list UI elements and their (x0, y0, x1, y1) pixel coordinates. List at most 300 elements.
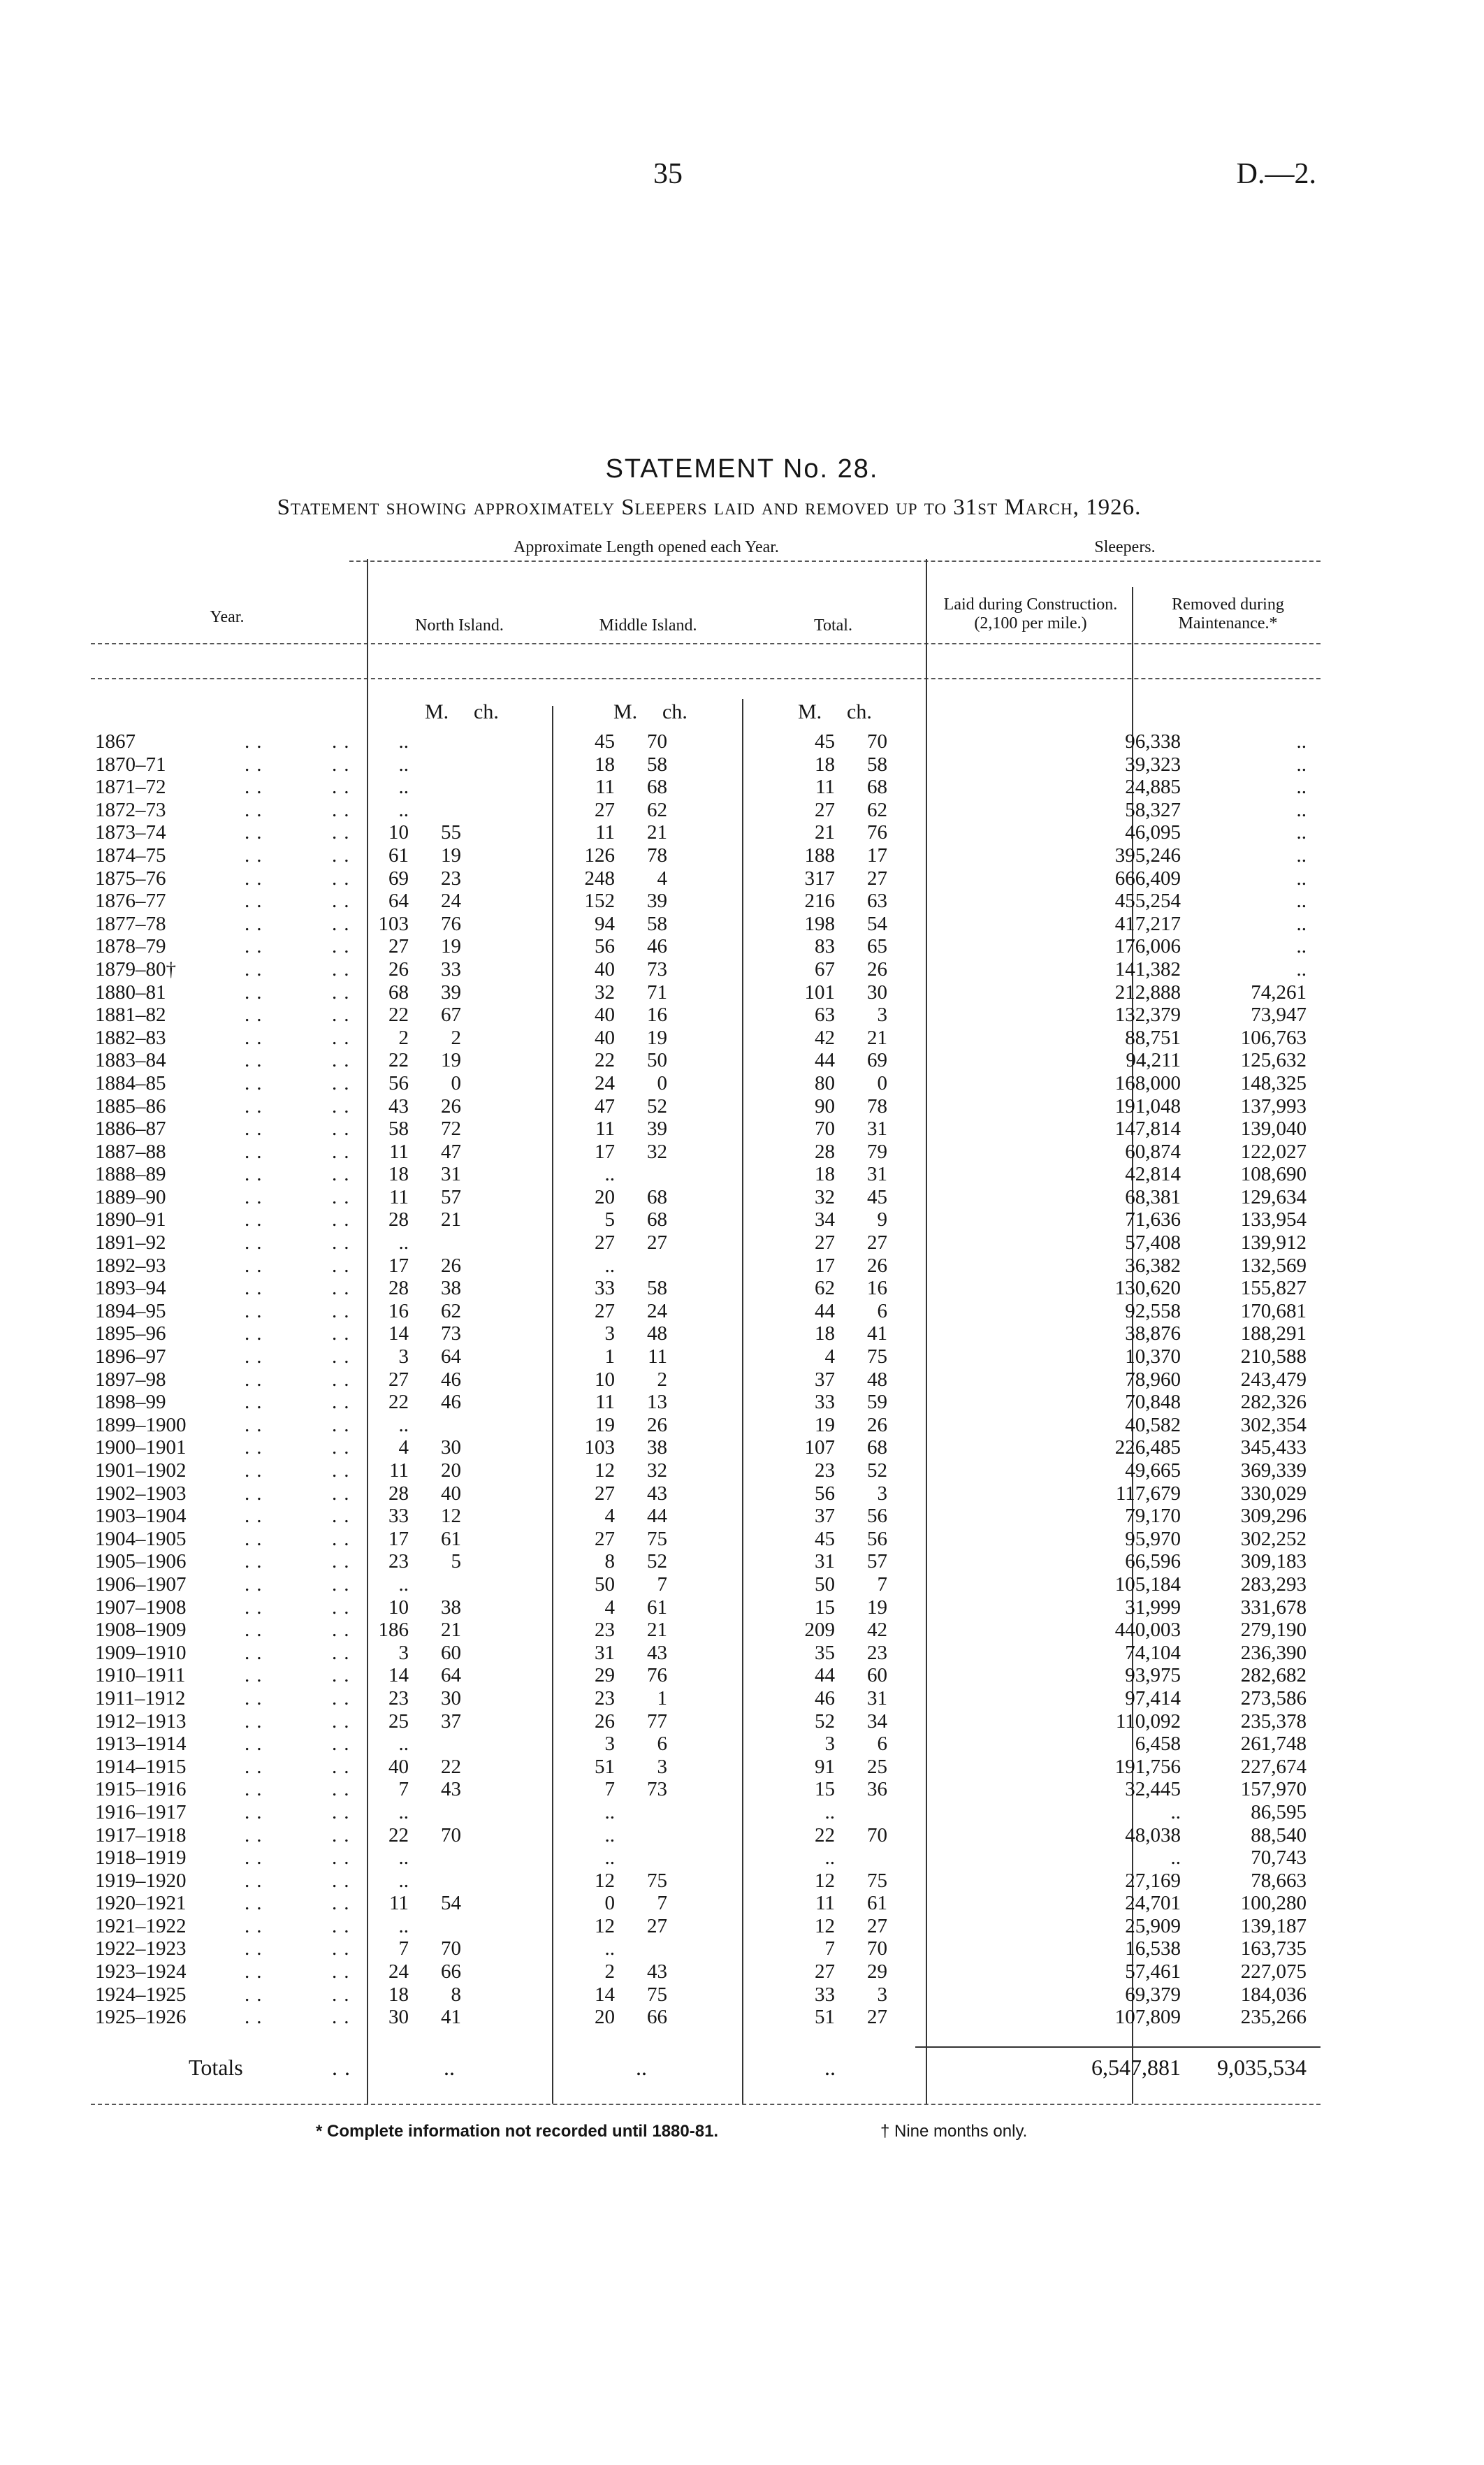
table-row (91, 1345, 1321, 1368)
north-chains: 24 (441, 890, 461, 913)
total-chains: 17 (867, 844, 887, 867)
middle-chains: 78 (647, 844, 667, 867)
total-miles: 62 (815, 1277, 835, 1300)
sleepers-removed: 309,183 (1240, 1550, 1307, 1573)
leader-dots: .. (245, 1459, 269, 1482)
sleepers-laid: 93,975 (1125, 1664, 1181, 1687)
table-row (91, 1846, 1321, 1870)
total-miles: 19 (815, 1413, 835, 1436)
north-chains: 39 (441, 981, 461, 1004)
leader-dots: .. (332, 776, 356, 799)
sleepers-removed: 261,748 (1240, 1733, 1307, 1756)
row-year: 1899–1900 (95, 1413, 187, 1436)
middle-miles: 27 (595, 1527, 615, 1550)
north-chains: 47 (441, 1140, 461, 1163)
leader-dots: .. (245, 776, 269, 799)
statement-title: STATEMENT No. 28. (605, 454, 879, 484)
middle-chains: 46 (647, 935, 667, 958)
north-miles: 186 (378, 1619, 409, 1642)
totals-dots: .. (332, 2055, 357, 2080)
middle-miles: 33 (595, 1277, 615, 1300)
middle-miles: 7 (604, 1778, 615, 1801)
row-year: 1918–1919 (95, 1846, 187, 1870)
total-miles: 15 (815, 1596, 835, 1619)
leader-dots: .. (332, 821, 356, 844)
sleepers-removed: 243,479 (1240, 1368, 1307, 1391)
north-chains: 73 (441, 1322, 461, 1345)
middle-chains: 62 (647, 798, 667, 821)
leader-dots: .. (245, 1004, 269, 1027)
header-approx-length: Approximate Length opened each Year. (514, 538, 779, 556)
sleepers-laid: 69,379 (1125, 1983, 1181, 2006)
north-miles: 27 (388, 935, 409, 958)
north-miles: 3 (398, 1641, 409, 1664)
sleepers-laid: 212,888 (1114, 981, 1181, 1004)
leader-dots: .. (245, 1436, 269, 1459)
leader-dots: .. (245, 1664, 269, 1687)
middle-chains: 27 (647, 1914, 667, 1937)
sleepers-removed: 155,827 (1240, 1277, 1307, 1300)
north-chains: 20 (441, 1459, 461, 1482)
total-chains: 48 (867, 1368, 887, 1391)
middle-chains: 43 (647, 1482, 667, 1505)
total-miles: 33 (815, 1391, 835, 1414)
total-miles: 32 (815, 1185, 835, 1208)
middle-miles: 23 (595, 1686, 615, 1709)
north-chains: 23 (441, 867, 461, 890)
table-row (91, 1550, 1321, 1573)
total-miles: 90 (815, 1094, 835, 1118)
table-row (91, 753, 1321, 776)
middle-chains: 52 (647, 1550, 667, 1573)
leader-dots: .. (332, 957, 356, 981)
total-chains: 27 (867, 2006, 887, 2029)
leader-dots: .. (245, 957, 269, 981)
row-year: 1909–1910 (95, 1641, 187, 1664)
table-row (91, 1573, 1321, 1596)
north-miles: .. (398, 1573, 409, 1596)
leader-dots: .. (245, 1755, 269, 1778)
middle-chains: 75 (647, 1983, 667, 2006)
leader-dots: .. (245, 1254, 269, 1277)
total-chains: 29 (867, 1960, 887, 1983)
leader-dots: .. (245, 1185, 269, 1208)
middle-chains: 1 (657, 1686, 667, 1709)
leader-dots: .. (332, 730, 356, 753)
leader-dots: .. (332, 1231, 356, 1255)
middle-miles: 31 (595, 1641, 615, 1664)
row-year: 1900–1901 (95, 1436, 187, 1459)
total-chains: 31 (867, 1686, 887, 1709)
header-north-island: North Island. (415, 616, 504, 635)
total-miles: 198 (804, 912, 835, 935)
sleepers-laid: 57,408 (1125, 1231, 1181, 1255)
sleepers-laid: 97,414 (1125, 1686, 1181, 1709)
sleepers-laid: 60,874 (1125, 1140, 1181, 1163)
total-chains: 31 (867, 1163, 887, 1186)
leader-dots: .. (245, 1231, 269, 1255)
page-number: 35 (653, 158, 683, 190)
leader-dots: .. (332, 1140, 356, 1163)
sleepers-laid: 117,679 (1115, 1482, 1181, 1505)
total-chains: 69 (867, 1049, 887, 1072)
total-miles: 63 (815, 1004, 835, 1027)
leader-dots: .. (332, 1641, 356, 1664)
north-miles: 24 (388, 1960, 409, 1983)
sleepers-laid: 25,909 (1125, 1914, 1181, 1937)
total-miles: 67 (815, 957, 835, 981)
leader-dots: .. (245, 1391, 269, 1414)
middle-chains: 4 (657, 867, 667, 890)
middle-miles: 10 (595, 1368, 615, 1391)
sleepers-removed: 236,390 (1240, 1641, 1307, 1664)
total-chains: 75 (867, 1345, 887, 1368)
unit-middle-ch: ch. (662, 700, 688, 723)
sleepers-removed: 133,954 (1240, 1208, 1307, 1231)
middle-chains: 68 (647, 776, 667, 799)
middle-chains: 3 (657, 1755, 667, 1778)
north-miles: 18 (388, 1163, 409, 1186)
north-miles: 103 (378, 912, 409, 935)
sleepers-laid: 6,458 (1135, 1733, 1181, 1756)
row-year: 1917–1918 (95, 1823, 187, 1846)
leader-dots: .. (245, 1846, 269, 1870)
sleepers-removed: 369,339 (1240, 1459, 1307, 1482)
leader-dots: .. (245, 1550, 269, 1573)
sleepers-removed: 137,993 (1240, 1094, 1307, 1118)
north-miles: 17 (388, 1527, 409, 1550)
total-miles: 101 (804, 981, 835, 1004)
total-chains: 21 (867, 1026, 887, 1049)
total-chains: 70 (867, 730, 887, 753)
row-year: 1922–1923 (95, 1937, 187, 1960)
middle-chains: 71 (647, 981, 667, 1004)
sleepers-removed: 235,266 (1240, 2006, 1307, 2029)
middle-miles: .. (604, 1254, 615, 1277)
leader-dots: .. (245, 753, 269, 776)
middle-chains: 43 (647, 1960, 667, 1983)
middle-miles: 40 (595, 957, 615, 981)
total-miles: 27 (815, 1231, 835, 1255)
sleepers-laid: 110,092 (1115, 1709, 1181, 1733)
middle-chains: 11 (648, 1345, 667, 1368)
middle-miles: 27 (595, 1231, 615, 1255)
leader-dots: .. (332, 1026, 356, 1049)
row-year: 1892–93 (95, 1254, 166, 1277)
sleepers-laid: 31,999 (1125, 1596, 1181, 1619)
north-miles: 22 (388, 1823, 409, 1846)
table-row (91, 1596, 1321, 1619)
sleepers-laid: 105,184 (1114, 1573, 1181, 1596)
table-row (91, 1391, 1321, 1414)
total-miles: 42 (815, 1026, 835, 1049)
sleepers-removed: 139,040 (1240, 1118, 1307, 1141)
sleepers-table (91, 538, 1321, 2132)
sleepers-laid: 48,038 (1125, 1823, 1181, 1846)
total-miles: 12 (815, 1869, 835, 1892)
middle-chains: 27 (647, 1231, 667, 1255)
middle-miles: .. (604, 1846, 615, 1870)
row-year: 1881–82 (95, 1004, 166, 1027)
total-chains: 27 (867, 867, 887, 890)
middle-miles: 12 (595, 1914, 615, 1937)
total-chains: 63 (867, 890, 887, 913)
row-year: 1920–1921 (95, 1892, 187, 1915)
sleepers-laid: 24,885 (1125, 776, 1181, 799)
total-chains: 42 (867, 1619, 887, 1642)
table-row (91, 1664, 1321, 1687)
leader-dots: .. (332, 1527, 356, 1550)
statement-subtitle: Statement showing approximately Sleepers laid and removed up to 31st March, 1926. (277, 495, 1142, 520)
total-miles: 45 (815, 730, 835, 753)
sleepers-removed: 330,029 (1240, 1482, 1307, 1505)
row-year: 1902–1903 (95, 1482, 187, 1505)
row-year: 1897–98 (95, 1368, 166, 1391)
table-row (91, 958, 1321, 981)
north-miles: 11 (389, 1892, 409, 1915)
sleepers-laid: 16,538 (1125, 1937, 1181, 1960)
sleepers-laid: 36,382 (1125, 1254, 1181, 1277)
sleepers-removed: 78,663 (1251, 1869, 1307, 1892)
middle-miles: 51 (595, 1755, 615, 1778)
sleepers-laid: 58,327 (1125, 798, 1181, 821)
sleepers-laid: 71,636 (1125, 1208, 1181, 1231)
sleepers-laid: 88,751 (1125, 1026, 1181, 1049)
north-miles: 28 (388, 1208, 409, 1231)
middle-chains: 7 (657, 1573, 667, 1596)
middle-chains: 50 (647, 1049, 667, 1072)
north-miles: 58 (388, 1118, 409, 1141)
sleepers-removed: 88,540 (1251, 1823, 1307, 1846)
north-chains: 37 (441, 1709, 461, 1733)
middle-miles: 50 (595, 1573, 615, 1596)
north-chains: 21 (441, 1208, 461, 1231)
total-miles: .. (824, 1800, 835, 1823)
total-miles: 31 (815, 1550, 835, 1573)
middle-miles: 1 (604, 1345, 615, 1368)
leader-dots: .. (332, 1733, 356, 1756)
middle-chains: 2 (657, 1368, 667, 1391)
middle-miles: 0 (604, 1892, 615, 1915)
total-miles: 18 (815, 753, 835, 776)
leader-dots: .. (332, 1368, 356, 1391)
table-row (91, 890, 1321, 913)
total-chains: 75 (867, 1869, 887, 1892)
row-year: 1882–83 (95, 1026, 166, 1049)
table-row (91, 1459, 1321, 1482)
sleepers-removed: .. (1296, 821, 1307, 844)
middle-miles: 2 (604, 1960, 615, 1983)
north-miles: .. (398, 798, 409, 821)
total-chains: 52 (867, 1459, 887, 1482)
north-miles: .. (398, 1800, 409, 1823)
sleepers-removed: 235,378 (1240, 1709, 1307, 1733)
table-row (91, 1619, 1321, 1642)
row-year: 1884–85 (95, 1071, 166, 1094)
total-chains: 41 (867, 1322, 887, 1345)
unit-middle-m: M. (613, 700, 638, 723)
total-chains: 3 (877, 1004, 887, 1027)
middle-chains: 7 (657, 1892, 667, 1915)
middle-miles: 248 (584, 867, 615, 890)
north-miles: 14 (388, 1664, 409, 1687)
middle-miles: 12 (595, 1459, 615, 1482)
unit-total-m: M. (798, 700, 822, 723)
table-row (91, 1141, 1321, 1164)
table-row (91, 1186, 1321, 1209)
total-chains: 3 (877, 1983, 887, 2006)
leader-dots: .. (332, 798, 356, 821)
total-chains: 26 (867, 957, 887, 981)
table-row (91, 2006, 1321, 2029)
north-chains: 64 (441, 1664, 461, 1687)
leader-dots: .. (245, 981, 269, 1004)
table-row (91, 1528, 1321, 1551)
total-chains: 56 (867, 1505, 887, 1528)
row-year: 1905–1906 (95, 1550, 187, 1573)
north-miles: .. (398, 1231, 409, 1255)
leader-dots: .. (245, 1277, 269, 1300)
middle-miles: 29 (595, 1664, 615, 1687)
total-miles: 22 (815, 1823, 835, 1846)
total-miles: 45 (815, 1527, 835, 1550)
footnote-asterisk: * Complete information not recorded until 1880-81. (316, 2122, 719, 2141)
north-chains: 67 (441, 1004, 461, 1027)
sleepers-removed: .. (1296, 890, 1307, 913)
row-year: 1921–1922 (95, 1914, 187, 1937)
north-chains: 62 (441, 1299, 461, 1322)
total-miles: 35 (815, 1641, 835, 1664)
north-chains: 30 (441, 1686, 461, 1709)
sleepers-laid: 10,370 (1125, 1345, 1181, 1368)
leader-dots: .. (245, 798, 269, 821)
sleepers-laid: 42,814 (1125, 1163, 1181, 1186)
sleepers-laid: 130,620 (1114, 1277, 1181, 1300)
leader-dots: .. (332, 1254, 356, 1277)
row-year: 1923–1924 (95, 1960, 187, 1983)
row-year: 1911–1912 (95, 1686, 186, 1709)
total-chains: 57 (867, 1550, 887, 1573)
table-row (91, 1049, 1321, 1072)
row-year: 1904–1905 (95, 1527, 187, 1550)
total-chains: 78 (867, 1094, 887, 1118)
leader-dots: .. (332, 1755, 356, 1778)
table-row (91, 1960, 1321, 1983)
north-miles: 69 (388, 867, 409, 890)
middle-miles: 24 (595, 1071, 615, 1094)
leader-dots: .. (245, 1937, 269, 1960)
leader-dots: .. (245, 1619, 269, 1642)
north-chains: 38 (441, 1277, 461, 1300)
leader-dots: .. (332, 1596, 356, 1619)
middle-chains: 39 (647, 890, 667, 913)
north-miles: .. (398, 1413, 409, 1436)
row-year: 1877–78 (95, 912, 166, 935)
middle-miles: 152 (584, 890, 615, 913)
table-row (91, 1983, 1321, 2007)
north-miles: 3 (398, 1345, 409, 1368)
north-chains: 5 (451, 1550, 461, 1573)
leader-dots: .. (245, 1118, 269, 1141)
total-chains: 65 (867, 935, 887, 958)
total-miles: 70 (815, 1118, 835, 1141)
north-miles: 26 (388, 957, 409, 981)
table-row (91, 1687, 1321, 1710)
total-chains: 59 (867, 1391, 887, 1414)
table-row (91, 1892, 1321, 1915)
middle-miles: 17 (595, 1140, 615, 1163)
total-miles: 37 (815, 1505, 835, 1528)
table-row (91, 1756, 1321, 1779)
total-chains: 30 (867, 981, 887, 1004)
leader-dots: .. (332, 1983, 356, 2006)
sleepers-laid: 666,409 (1114, 867, 1181, 890)
totals-rule (915, 2046, 1321, 2048)
leader-dots: .. (332, 1049, 356, 1072)
total-chains: 56 (867, 1527, 887, 1550)
total-miles: 3 (824, 1733, 835, 1756)
middle-chains: 48 (647, 1322, 667, 1345)
row-year: 1888–89 (95, 1163, 166, 1186)
table-row (91, 913, 1321, 936)
north-miles: 61 (388, 844, 409, 867)
middle-miles: 3 (604, 1322, 615, 1345)
total-miles: 56 (815, 1482, 835, 1505)
unit-north-m: M. (425, 700, 449, 723)
row-year: 1924–1925 (95, 1983, 187, 2006)
leader-dots: .. (245, 1709, 269, 1733)
north-miles: 16 (388, 1299, 409, 1322)
sleepers-laid: 226,485 (1114, 1436, 1181, 1459)
leader-dots: .. (245, 1686, 269, 1709)
middle-miles: 126 (584, 844, 615, 867)
table-row (91, 1482, 1321, 1505)
totals-row (91, 2055, 1321, 2083)
sleepers-laid: 74,104 (1125, 1641, 1181, 1664)
sleepers-removed: 273,586 (1240, 1686, 1307, 1709)
middle-chains: 6 (657, 1733, 667, 1756)
middle-miles: 11 (595, 776, 615, 799)
north-chains: 72 (441, 1118, 461, 1141)
leader-dots: .. (245, 1869, 269, 1892)
sleepers-removed: 122,027 (1240, 1140, 1307, 1163)
total-chains: 60 (867, 1664, 887, 1687)
total-miles: 188 (804, 844, 835, 867)
north-chains: 31 (441, 1163, 461, 1186)
north-chains: 19 (441, 935, 461, 958)
leader-dots: .. (332, 1208, 356, 1231)
north-chains: 64 (441, 1345, 461, 1368)
row-year: 1894–95 (95, 1299, 166, 1322)
table-row (91, 1118, 1321, 1141)
leader-dots: .. (332, 1345, 356, 1368)
leader-dots: .. (245, 2006, 269, 2029)
row-year: 1876–77 (95, 890, 166, 913)
middle-miles: 12 (595, 1869, 615, 1892)
sleepers-removed: 163,735 (1240, 1937, 1307, 1960)
leader-dots: .. (332, 1573, 356, 1596)
sleepers-removed: .. (1296, 935, 1307, 958)
leader-dots: .. (332, 1869, 356, 1892)
north-chains: 54 (441, 1892, 461, 1915)
unit-north-ch: ch. (474, 700, 499, 723)
totals-total: .. (824, 2055, 836, 2080)
total-miles: 44 (815, 1664, 835, 1687)
middle-chains: 66 (647, 2006, 667, 2029)
table-bottom-rule (91, 2104, 1321, 2105)
leader-dots: .. (332, 867, 356, 890)
header-rule-top (349, 561, 1321, 562)
